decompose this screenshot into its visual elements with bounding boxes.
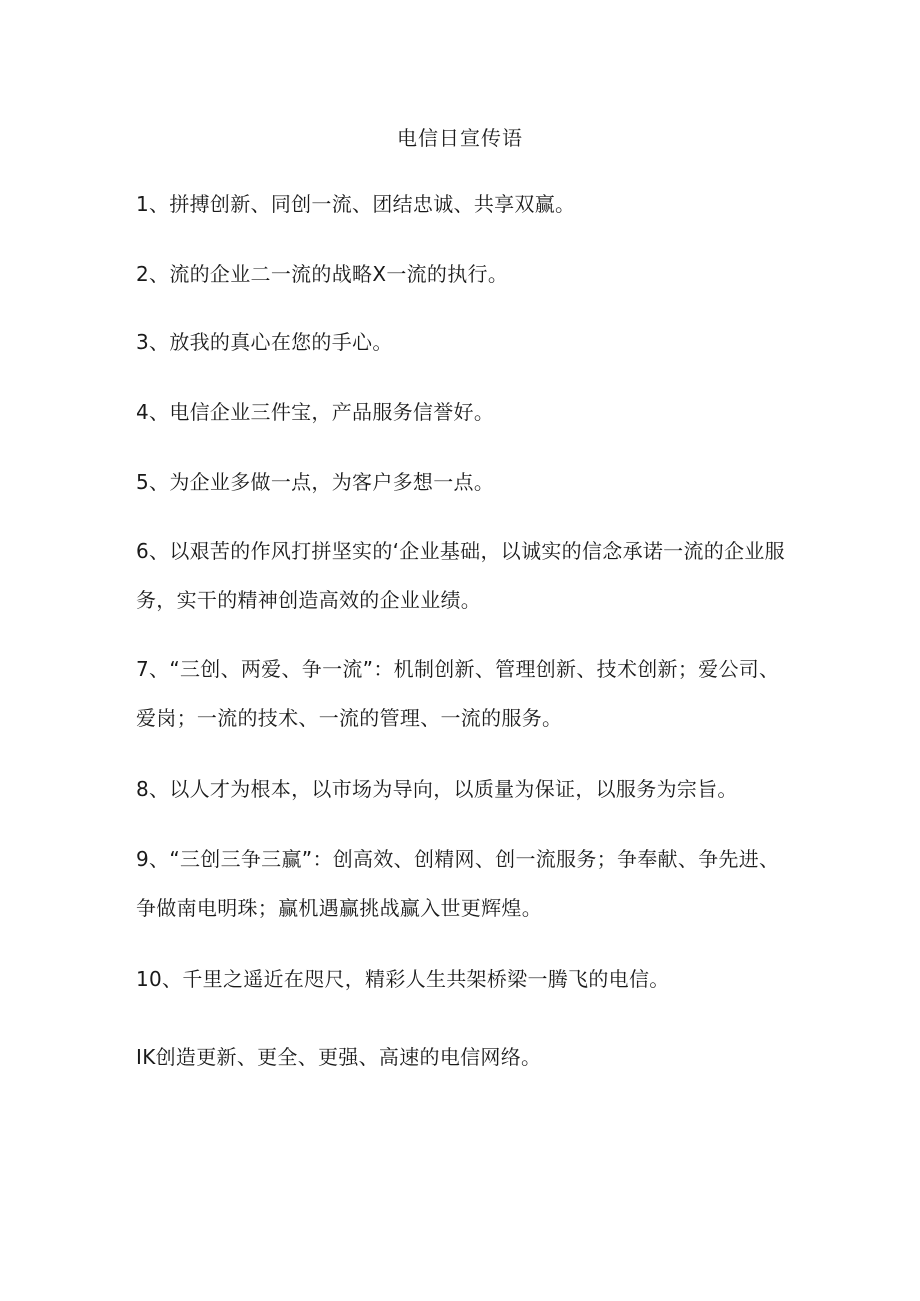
slogan-item-3: 3、放我的真心在您的手心。 [136, 330, 393, 354]
slogan-item-5: 5、为企业多做一点，为客户多想一点。 [136, 470, 495, 494]
slogan-item-6: 6、以艰苦的作风打拼坚实的‘企业基础，以诚实的信念承诺一流的企业服务，实干的精神创造高效的企业业绩。 [136, 539, 785, 612]
slogan-item-4: 4、电信企业三件宝，产品服务信誉好。 [136, 400, 495, 424]
slogan-item-9: 9、“三创三争三赢”：创高效、创精网、创一流服务；争奉献、争先进、争做南电明珠；赢机遇赢挑战赢入世更辉煌。 [136, 847, 780, 920]
slogan-item-1: 1、拼搏创新、同创一流、团结忠诚、共享双赢。 [136, 192, 576, 216]
document-title: 电信日宣传语 [397, 126, 523, 150]
slogan-item-11: IK创造更新、更全、更强、高速的电信网络。 [136, 1045, 542, 1069]
slogan-item-2: 2、流的企业二一流的战略X一流的执行。 [136, 262, 509, 286]
slogan-item-10: 10、千里之遥近在咫尺，精彩人生共架桥梁一腾飞的电信。 [136, 967, 670, 991]
slogan-item-7: 7、“三创、两爱、争一流”：机制创新、管理创新、技术创新；爱公司、爱岗；一流的技术、一流的管理、一流的服务。 [136, 657, 780, 730]
slogan-item-8: 8、以人才为根本，以市场为导向，以质量为保证，以服务为宗旨。 [136, 777, 738, 801]
